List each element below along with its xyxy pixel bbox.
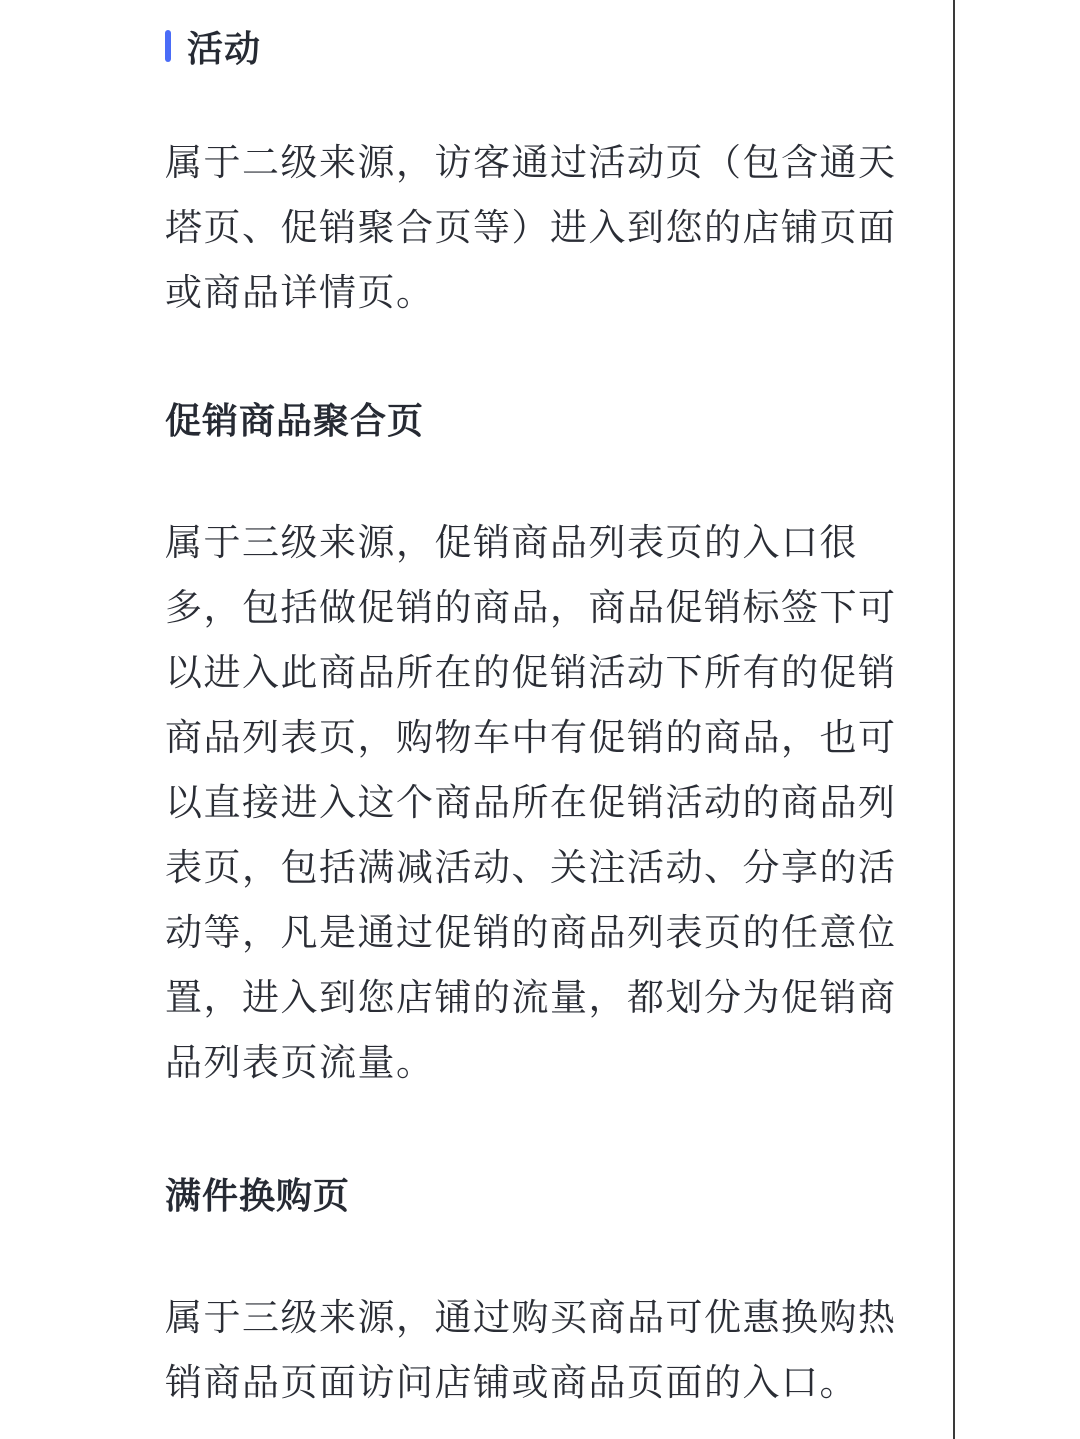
paragraph-promo-aggregation: 属于三级来源，促销商品列表页的入口很多，包括做促销的商品，商品促销标签下可以进入此商品所在的促销活动下所有的促销商品列表页，购物车中有促销的商品，也可以直接进入这个商品所在促销活动的商品列表页，包括满减活动、关注活动、分享的活动等，凡是通过促销的商品列表页的任意位置，进入到您店铺的流量，都划分为促销商品列表页流量。 <box>165 521 897 1084</box>
heading-accent-bar <box>165 30 171 62</box>
paragraph-activity: 属于二级来源，访客通过活动页（包含通天塔页、促销聚合页等）进入到您的店铺页面或商品详情页。 <box>165 141 897 314</box>
section-heading <box>165 20 261 72</box>
subheading-exchange-purchase: 满件换购页 <box>165 1176 351 1217</box>
subheading-promo-aggregation: 促销商品聚合页 <box>165 401 425 442</box>
paragraph-exchange-purchase: 属于三级来源，通过购买商品可优惠换购热销商品页面访问店铺或商品页面的入口。 <box>165 1296 897 1404</box>
section-title: 活动 <box>187 28 262 70</box>
page-edge-divider <box>953 0 955 1439</box>
